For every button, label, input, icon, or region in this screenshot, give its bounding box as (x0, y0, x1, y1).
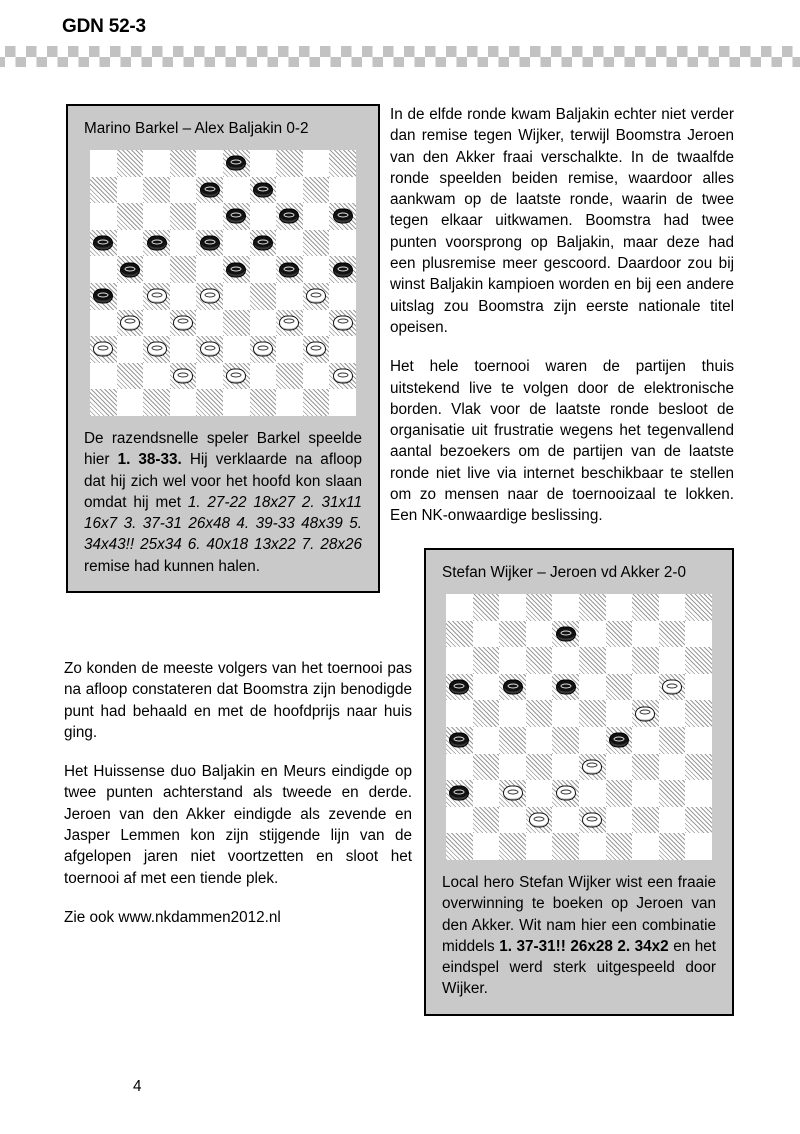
board-square (579, 647, 606, 674)
board-square (685, 594, 712, 621)
board-square (659, 807, 686, 834)
board-square (526, 647, 553, 674)
board-square (329, 150, 356, 177)
white-piece (279, 315, 299, 330)
white-piece (200, 289, 220, 304)
board-square (579, 700, 606, 727)
board-square (276, 177, 303, 204)
board-square (552, 674, 579, 701)
board-square (473, 727, 500, 754)
board-square (170, 389, 197, 416)
board-square (659, 700, 686, 727)
board-square (473, 700, 500, 727)
board-square (170, 363, 197, 390)
board-square (473, 674, 500, 701)
board-square (473, 647, 500, 674)
board-square (632, 807, 659, 834)
board-square (303, 363, 330, 390)
board-square (446, 647, 473, 674)
board-square (170, 256, 197, 283)
board-square (143, 256, 170, 283)
board-square (143, 389, 170, 416)
board-square (303, 230, 330, 257)
board-square (223, 203, 250, 230)
board-square (446, 780, 473, 807)
diagram-barkel-baljakin (66, 104, 380, 593)
board-square (223, 363, 250, 390)
left-paragraph-3-link: Zie ook www.nkdammen2012.nl (64, 908, 281, 926)
white-piece (253, 342, 273, 357)
black-piece (556, 626, 576, 641)
board-square (143, 230, 170, 257)
board-square (170, 230, 197, 257)
board-square (90, 363, 117, 390)
board-square (685, 700, 712, 727)
board-square (276, 283, 303, 310)
diagram-2-caption (426, 860, 732, 1014)
board-square (446, 754, 473, 781)
black-piece (449, 786, 469, 801)
board-square (250, 203, 277, 230)
board-square (659, 621, 686, 648)
board-square (196, 336, 223, 363)
board-square (526, 594, 553, 621)
board-square (250, 310, 277, 337)
board-square (196, 310, 223, 337)
board-square (526, 700, 553, 727)
board-square (276, 203, 303, 230)
white-piece (93, 342, 113, 357)
board-square (90, 283, 117, 310)
board-square (659, 727, 686, 754)
board-square (632, 754, 659, 781)
page-header-title: GDN 52-3 (62, 16, 146, 37)
black-piece (93, 289, 113, 304)
black-piece (556, 680, 576, 695)
black-piece (120, 262, 140, 277)
board-square (473, 754, 500, 781)
white-piece (635, 706, 655, 721)
board-square (685, 647, 712, 674)
right-column-text (390, 104, 734, 527)
board-square (329, 363, 356, 390)
white-piece (200, 342, 220, 357)
board-square (170, 150, 197, 177)
board-square (303, 389, 330, 416)
board-square (446, 833, 473, 860)
board-square (223, 389, 250, 416)
board-square (685, 780, 712, 807)
board-square (196, 203, 223, 230)
board-square (250, 363, 277, 390)
board-square (250, 177, 277, 204)
black-piece (200, 236, 220, 251)
board-square (143, 310, 170, 337)
board-square (526, 727, 553, 754)
board-square (250, 256, 277, 283)
board-square (685, 807, 712, 834)
white-piece (529, 813, 549, 828)
board-square (632, 594, 659, 621)
caption-2-bold-move: 1. 37-31!! 26x28 2. 34x2 (499, 937, 669, 955)
board-square (329, 256, 356, 283)
black-piece (279, 209, 299, 224)
left-column-text (64, 658, 412, 928)
board-square (276, 363, 303, 390)
board-square (329, 230, 356, 257)
diagram-2-title: Stefan Wijker – Jeroen vd Akker 2-0 (442, 564, 687, 581)
board-square (329, 203, 356, 230)
board-square (632, 674, 659, 701)
board-square (632, 700, 659, 727)
board-square (196, 230, 223, 257)
board-square (223, 310, 250, 337)
caption-1-run-3: remise had kunnen halen. (84, 557, 261, 575)
board-square (250, 150, 277, 177)
board-square (250, 336, 277, 363)
board-square (552, 727, 579, 754)
diagram-1-board-wrap (68, 138, 378, 416)
board-square (223, 283, 250, 310)
board-square (499, 754, 526, 781)
board-square (170, 203, 197, 230)
board-square (473, 621, 500, 648)
board-square (196, 177, 223, 204)
board-square (303, 336, 330, 363)
board-square (552, 780, 579, 807)
board-square (526, 833, 553, 860)
white-piece (306, 289, 326, 304)
board-square (499, 780, 526, 807)
board-square (606, 780, 633, 807)
caption-1-italic-line: 1. 27-22 18x27 2. 31x11 16x7 3. 37-31 26x48 4. 39-33 48x39 5. 34x43!! 25x34 6. 40x18 13x22 7. 28x26 (84, 493, 362, 554)
board-square (196, 256, 223, 283)
board-square (552, 621, 579, 648)
board-square (606, 700, 633, 727)
white-piece (173, 315, 193, 330)
board-square (223, 336, 250, 363)
board-square (329, 177, 356, 204)
black-piece (253, 182, 273, 197)
board-square (659, 647, 686, 674)
board-square (552, 833, 579, 860)
board-square (526, 674, 553, 701)
board-square (117, 336, 144, 363)
board-square (117, 310, 144, 337)
board-square (143, 203, 170, 230)
board-square (117, 150, 144, 177)
board-square (446, 594, 473, 621)
left-paragraph-2: Het Huissense duo Baljakin en Meurs eindigde op twee punten achterstand als tweede en derde. Jeroen van den Akker eindigde als zevende en Jasper Lemmen kon zijn stijgende lijn van de afgelopen jaren niet voortzetten en sloot het toernooi af met een tiende plek. (64, 763, 412, 887)
board-square (473, 833, 500, 860)
board-square (196, 389, 223, 416)
board-square (659, 594, 686, 621)
board-square (117, 177, 144, 204)
board-square (329, 310, 356, 337)
board-square (579, 727, 606, 754)
board-square (90, 203, 117, 230)
caption-2-run-2: en het eindspel werd sterk uitgespeeld door Wijker. (442, 937, 716, 998)
white-piece (582, 813, 602, 828)
board-square (499, 674, 526, 701)
board-square (473, 807, 500, 834)
board-square (276, 310, 303, 337)
left-paragraph-1: Zo konden de meeste volgers van het toernooi pas na afloop constateren dat Boomstra zijn benodigde punt had behaald en met de hoofdprijs naar huis ging. (64, 660, 412, 741)
board-square (250, 283, 277, 310)
board-square (526, 621, 553, 648)
board-square (143, 363, 170, 390)
board-square (579, 833, 606, 860)
diagram-2-board-wrap (426, 582, 732, 860)
white-piece (120, 315, 140, 330)
black-piece (449, 680, 469, 695)
black-piece (200, 182, 220, 197)
board-square (117, 203, 144, 230)
board-square (446, 700, 473, 727)
board-square (143, 283, 170, 310)
board-square (552, 647, 579, 674)
board-square (143, 150, 170, 177)
diagram-1-title: Marino Barkel – Alex Baljakin 0-2 (84, 120, 309, 137)
white-piece (333, 315, 353, 330)
board-square (223, 177, 250, 204)
board-square (223, 256, 250, 283)
right-paragraph-2: Het hele toernooi waren de partijen thuis uitstekend live te volgen door de elektronische borden. Vlak voor de laatste ronde besloot de organisatie uit frustratie wegens het tegenvallend aantal bezoekers om de partijen van de laatste ronde niet live via internet beschikbaar te stellen om zo mensen naar de toernooizaal te lokken. Een NK-onwaardige beslissing. (390, 358, 734, 525)
board-square (446, 727, 473, 754)
board-square (552, 594, 579, 621)
board-square (499, 833, 526, 860)
board-square (446, 807, 473, 834)
board-square (579, 674, 606, 701)
board-square (552, 807, 579, 834)
white-piece (556, 786, 576, 801)
board-square (90, 256, 117, 283)
board-square (685, 727, 712, 754)
board-square (632, 647, 659, 674)
board-square (303, 203, 330, 230)
board-square (143, 336, 170, 363)
board-square (196, 150, 223, 177)
board-square (473, 780, 500, 807)
board-square (223, 230, 250, 257)
board-square (303, 256, 330, 283)
board-square (579, 594, 606, 621)
caption-1-run-2: Hij verklaarde na afloop dat hij zich wel voor het hoofd kon slaan omdat hij met (84, 451, 362, 511)
black-piece (226, 209, 246, 224)
white-piece (173, 369, 193, 384)
board-square (117, 389, 144, 416)
board-square (90, 230, 117, 257)
black-piece (279, 262, 299, 277)
board-square (170, 283, 197, 310)
board-square (659, 833, 686, 860)
board-square (685, 833, 712, 860)
board-square (606, 621, 633, 648)
board-square (606, 727, 633, 754)
board-square (606, 833, 633, 860)
board-square (499, 621, 526, 648)
board-square (685, 674, 712, 701)
board-square (303, 283, 330, 310)
board-square (579, 780, 606, 807)
diagram-wijker-akker (424, 548, 734, 1016)
board-square (499, 647, 526, 674)
board-square (659, 674, 686, 701)
board-square (329, 283, 356, 310)
board-square (143, 177, 170, 204)
board-square (579, 621, 606, 648)
board-square (552, 754, 579, 781)
black-piece (333, 209, 353, 224)
black-piece (609, 733, 629, 748)
board-square (196, 363, 223, 390)
caption-1-bold-move: 1. 38-33. (117, 451, 182, 469)
draughts-board-1 (90, 150, 356, 416)
board-square (446, 621, 473, 648)
diagram-1-caption (68, 416, 378, 591)
board-square (579, 807, 606, 834)
board-square (473, 594, 500, 621)
right-paragraph-1: In de elfde ronde kwam Baljakin echter niet verder dan remise tegen Wijker, terwijl Boomstra Jeroen van den Akker fraai verschalkte. In de twaalfde ronde speelden beiden remise, waardoor alles aankwam op de laatste ronde, waarin de twee tegen elkaar uitkwamen. Boomstra had twee punten voorsprong op Baljakin, maar deze had een plusremise meer gescoord. Daardoor zou bij winst Baljakin kampioen worden en bij een andere uitslag zou Boomstra zijn eerste nationale titel opeisen. (390, 106, 734, 336)
board-square (329, 389, 356, 416)
board-square (90, 310, 117, 337)
board-square (499, 727, 526, 754)
board-square (579, 754, 606, 781)
board-square (659, 780, 686, 807)
board-square (659, 754, 686, 781)
board-square (329, 336, 356, 363)
white-piece (503, 786, 523, 801)
board-square (303, 177, 330, 204)
white-piece (582, 759, 602, 774)
board-square (117, 363, 144, 390)
board-square (606, 674, 633, 701)
black-piece (147, 236, 167, 251)
board-square (276, 230, 303, 257)
white-piece (147, 342, 167, 357)
black-piece (226, 156, 246, 171)
board-square (276, 256, 303, 283)
board-square (90, 389, 117, 416)
black-piece (226, 262, 246, 277)
board-square (499, 807, 526, 834)
caption-2-run-1: Local hero Stefan Wijker wist een fraaie overwinning te boeken op Jeroen van den Akker. Wit nam hier een combinatie middels (442, 873, 716, 955)
board-square (446, 674, 473, 701)
board-square (526, 780, 553, 807)
board-square (250, 389, 277, 416)
board-square (117, 256, 144, 283)
board-square (303, 150, 330, 177)
board-square (552, 700, 579, 727)
board-square (90, 336, 117, 363)
black-piece (449, 733, 469, 748)
board-square (223, 150, 250, 177)
board-square (632, 727, 659, 754)
board-square (276, 150, 303, 177)
black-piece (333, 262, 353, 277)
caption-1-run-1: De razendsnelle speler Barkel speelde hier (84, 429, 362, 469)
board-square (499, 594, 526, 621)
board-square (685, 754, 712, 781)
board-square (685, 621, 712, 648)
board-square (117, 230, 144, 257)
board-square (303, 310, 330, 337)
white-piece (226, 369, 246, 384)
board-square (632, 780, 659, 807)
white-piece (147, 289, 167, 304)
board-square (90, 177, 117, 204)
page-number: 4 (133, 1078, 142, 1095)
board-square (606, 594, 633, 621)
board-square (632, 833, 659, 860)
board-square (117, 283, 144, 310)
board-square (196, 283, 223, 310)
board-square (526, 754, 553, 781)
board-square (250, 230, 277, 257)
black-piece (93, 236, 113, 251)
checkered-rule-divider (0, 46, 800, 67)
board-square (606, 754, 633, 781)
board-square (170, 336, 197, 363)
board-square (90, 150, 117, 177)
white-piece (333, 369, 353, 384)
board-square (170, 310, 197, 337)
board-square (632, 621, 659, 648)
board-square (276, 389, 303, 416)
black-piece (503, 680, 523, 695)
white-piece (306, 342, 326, 357)
board-square (526, 807, 553, 834)
black-piece (253, 236, 273, 251)
white-piece (662, 680, 682, 695)
board-square (276, 336, 303, 363)
draughts-board-2 (446, 594, 712, 860)
board-square (499, 700, 526, 727)
board-square (606, 647, 633, 674)
board-square (606, 807, 633, 834)
board-square (170, 177, 197, 204)
